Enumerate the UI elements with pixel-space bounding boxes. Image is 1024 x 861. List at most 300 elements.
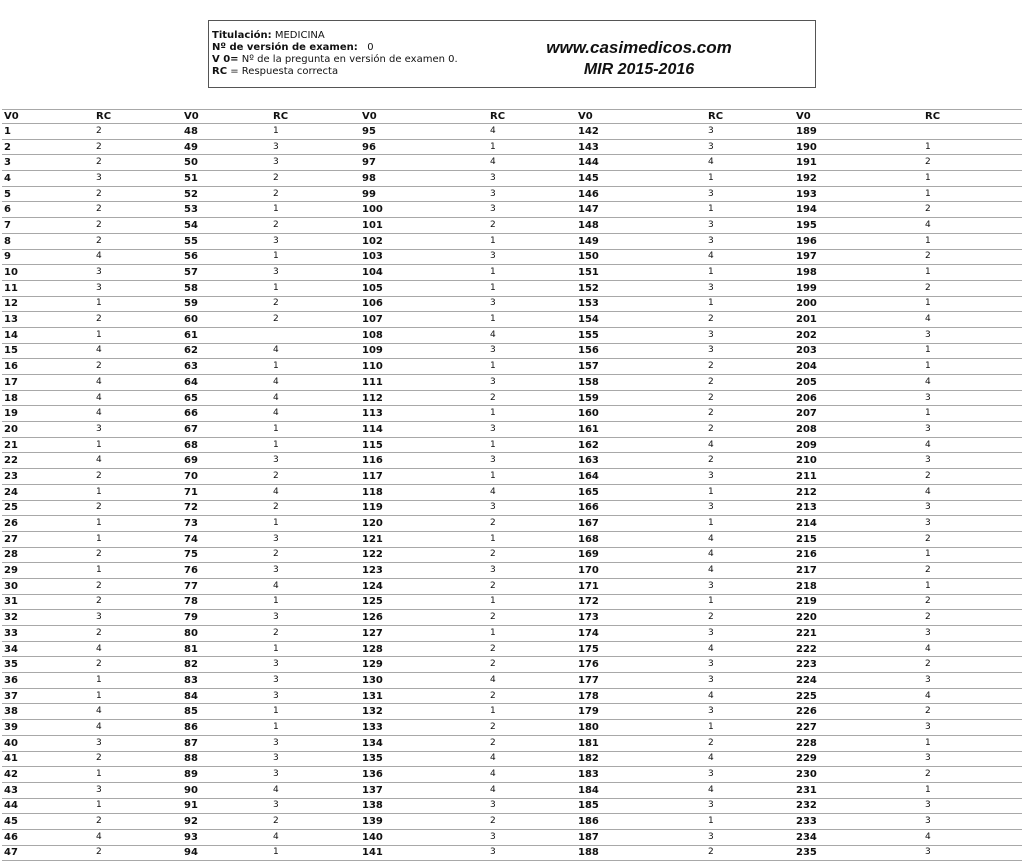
correct-answer-cell: 4 — [923, 688, 1022, 704]
exam-legend — [212, 30, 458, 78]
correct-answer-cell: 4 — [488, 124, 576, 140]
correct-answer-cell: 3 — [923, 516, 1022, 532]
column-header-v0: V0 — [360, 110, 488, 124]
table-row — [2, 751, 1022, 767]
question-number-cell: 185 — [576, 798, 706, 814]
table-row — [2, 296, 1022, 312]
correct-answer-cell: 3 — [488, 563, 576, 579]
table-row — [2, 845, 1022, 861]
question-number-cell: 181 — [576, 735, 706, 751]
correct-answer-cell: 3 — [706, 139, 794, 155]
correct-answer-cell: 2 — [488, 688, 576, 704]
question-number-cell: 35 — [2, 657, 94, 673]
correct-answer-cell: 2 — [94, 124, 182, 140]
question-number-cell: 140 — [360, 829, 488, 845]
table-row — [2, 782, 1022, 798]
titulacion-label: Titulación: — [212, 30, 272, 41]
question-number-cell: 170 — [576, 563, 706, 579]
correct-answer-cell: 3 — [488, 845, 576, 861]
correct-answer-cell: 2 — [706, 610, 794, 626]
question-number-cell: 136 — [360, 767, 488, 783]
table-row — [2, 829, 1022, 845]
correct-answer-cell: 2 — [94, 751, 182, 767]
question-number-cell: 106 — [360, 296, 488, 312]
correct-answer-cell: 2 — [94, 845, 182, 861]
table-row — [2, 704, 1022, 720]
question-number-cell: 228 — [794, 735, 923, 751]
question-number-cell: 225 — [794, 688, 923, 704]
question-number-cell: 66 — [182, 406, 271, 422]
correct-answer-cell: 3 — [923, 751, 1022, 767]
question-number-cell: 65 — [182, 390, 271, 406]
correct-answer-cell: 3 — [923, 500, 1022, 516]
question-number-cell: 2 — [2, 139, 94, 155]
question-number-cell: 125 — [360, 594, 488, 610]
correct-answer-cell: 1 — [923, 359, 1022, 375]
correct-answer-cell: 4 — [706, 155, 794, 171]
table-row — [2, 531, 1022, 547]
correct-answer-cell: 1 — [94, 798, 182, 814]
question-number-cell: 207 — [794, 406, 923, 422]
question-number-cell: 93 — [182, 829, 271, 845]
question-number-cell: 22 — [2, 453, 94, 469]
question-number-cell: 83 — [182, 673, 271, 689]
question-number-cell: 144 — [576, 155, 706, 171]
correct-answer-cell: 4 — [488, 327, 576, 343]
correct-answer-cell: 2 — [94, 155, 182, 171]
question-number-cell: 198 — [794, 265, 923, 281]
correct-answer-cell: 2 — [271, 218, 360, 234]
correct-answer-cell: 3 — [271, 155, 360, 171]
correct-answer-cell: 2 — [94, 186, 182, 202]
correct-answer-cell: 3 — [923, 390, 1022, 406]
correct-answer-cell: 3 — [94, 735, 182, 751]
question-number-cell: 96 — [360, 139, 488, 155]
correct-answer-cell: 2 — [923, 563, 1022, 579]
correct-answer-cell: 1 — [706, 814, 794, 830]
question-number-cell: 220 — [794, 610, 923, 626]
column-header-rc: RC — [94, 110, 182, 124]
question-number-cell: 54 — [182, 218, 271, 234]
correct-answer-cell — [923, 124, 1022, 140]
correct-answer-cell: 1 — [923, 296, 1022, 312]
question-number-cell: 49 — [182, 139, 271, 155]
table-row — [2, 139, 1022, 155]
table-row — [2, 641, 1022, 657]
correct-answer-cell: 1 — [488, 312, 576, 328]
question-number-cell: 92 — [182, 814, 271, 830]
question-number-cell: 163 — [576, 453, 706, 469]
correct-answer-cell: 1 — [94, 327, 182, 343]
correct-answer-cell: 4 — [271, 829, 360, 845]
question-number-cell: 194 — [794, 202, 923, 218]
question-number-cell: 80 — [182, 626, 271, 642]
column-header-v0: V0 — [794, 110, 923, 124]
correct-answer-cell: 1 — [271, 720, 360, 736]
correct-answer-cell: 2 — [94, 233, 182, 249]
question-number-cell: 118 — [360, 484, 488, 500]
table-row — [2, 453, 1022, 469]
correct-answer-cell: 3 — [271, 453, 360, 469]
question-number-cell: 111 — [360, 375, 488, 391]
column-header-rc: RC — [271, 110, 360, 124]
correct-answer-cell: 4 — [706, 249, 794, 265]
correct-answer-cell: 2 — [923, 155, 1022, 171]
correct-answer-cell: 2 — [94, 626, 182, 642]
correct-answer-cell: 1 — [271, 641, 360, 657]
question-number-cell: 21 — [2, 437, 94, 453]
correct-answer-cell: 1 — [488, 406, 576, 422]
question-number-cell: 199 — [794, 280, 923, 296]
correct-answer-cell: 1 — [271, 516, 360, 532]
table-row — [2, 500, 1022, 516]
correct-answer-cell: 3 — [94, 610, 182, 626]
question-number-cell: 26 — [2, 516, 94, 532]
question-number-cell: 39 — [2, 720, 94, 736]
column-header-v0: V0 — [576, 110, 706, 124]
correct-answer-cell: 2 — [271, 171, 360, 187]
question-number-cell: 56 — [182, 249, 271, 265]
version-label: Nº de versión de examen: — [212, 42, 358, 53]
question-number-cell: 104 — [360, 265, 488, 281]
table-row — [2, 155, 1022, 171]
correct-answer-cell: 2 — [488, 720, 576, 736]
correct-answer-cell: 2 — [923, 202, 1022, 218]
question-number-cell: 17 — [2, 375, 94, 391]
correct-answer-cell: 2 — [94, 139, 182, 155]
question-number-cell: 227 — [794, 720, 923, 736]
correct-answer-cell: 3 — [706, 829, 794, 845]
table-row — [2, 312, 1022, 328]
correct-answer-cell: 2 — [488, 641, 576, 657]
correct-answer-cell: 3 — [271, 610, 360, 626]
correct-answer-cell: 2 — [706, 422, 794, 438]
correct-answer-cell: 4 — [271, 406, 360, 422]
question-number-cell: 158 — [576, 375, 706, 391]
question-number-cell: 133 — [360, 720, 488, 736]
correct-answer-cell: 4 — [706, 437, 794, 453]
correct-answer-cell: 3 — [271, 798, 360, 814]
question-number-cell: 28 — [2, 547, 94, 563]
question-number-cell: 134 — [360, 735, 488, 751]
question-number-cell: 102 — [360, 233, 488, 249]
correct-answer-cell: 1 — [923, 782, 1022, 798]
question-number-cell: 15 — [2, 343, 94, 359]
question-number-cell: 79 — [182, 610, 271, 626]
question-number-cell: 88 — [182, 751, 271, 767]
question-number-cell: 43 — [2, 782, 94, 798]
question-number-cell: 58 — [182, 280, 271, 296]
correct-answer-cell: 3 — [271, 139, 360, 155]
question-number-cell: 171 — [576, 578, 706, 594]
question-number-cell: 204 — [794, 359, 923, 375]
correct-answer-cell: 1 — [94, 516, 182, 532]
correct-answer-cell: 3 — [923, 626, 1022, 642]
question-number-cell: 173 — [576, 610, 706, 626]
correct-answer-cell: 3 — [923, 422, 1022, 438]
question-number-cell: 229 — [794, 751, 923, 767]
question-number-cell: 44 — [2, 798, 94, 814]
question-number-cell: 206 — [794, 390, 923, 406]
question-number-cell: 202 — [794, 327, 923, 343]
correct-answer-cell: 1 — [488, 594, 576, 610]
correct-answer-cell: 2 — [706, 735, 794, 751]
correct-answer-cell: 1 — [271, 359, 360, 375]
correct-answer-cell: 1 — [94, 563, 182, 579]
question-number-cell: 179 — [576, 704, 706, 720]
question-number-cell: 223 — [794, 657, 923, 673]
correct-answer-cell: 3 — [706, 657, 794, 673]
question-number-cell: 115 — [360, 437, 488, 453]
correct-answer-cell: 1 — [923, 233, 1022, 249]
correct-answer-cell: 2 — [923, 531, 1022, 547]
correct-answer-cell: 2 — [271, 626, 360, 642]
correct-answer-cell: 4 — [706, 641, 794, 657]
table-row — [2, 767, 1022, 783]
correct-answer-cell: 1 — [94, 531, 182, 547]
question-number-cell: 213 — [794, 500, 923, 516]
question-number-cell: 10 — [2, 265, 94, 281]
question-number-cell: 226 — [794, 704, 923, 720]
question-number-cell: 186 — [576, 814, 706, 830]
table-row — [2, 484, 1022, 500]
correct-answer-cell: 3 — [706, 343, 794, 359]
correct-answer-cell: 3 — [706, 218, 794, 234]
table-row — [2, 375, 1022, 391]
correct-answer-cell: 2 — [271, 814, 360, 830]
correct-answer-cell: 1 — [706, 516, 794, 532]
question-number-cell: 4 — [2, 171, 94, 187]
question-number-cell: 55 — [182, 233, 271, 249]
question-number-cell: 78 — [182, 594, 271, 610]
correct-answer-cell: 1 — [271, 845, 360, 861]
correct-answer-cell: 1 — [94, 767, 182, 783]
question-number-cell: 25 — [2, 500, 94, 516]
question-number-cell: 132 — [360, 704, 488, 720]
correct-answer-cell: 3 — [706, 704, 794, 720]
table-row — [2, 171, 1022, 187]
question-number-cell: 221 — [794, 626, 923, 642]
correct-answer-cell: 4 — [706, 531, 794, 547]
table-row — [2, 610, 1022, 626]
correct-answer-cell: 3 — [488, 186, 576, 202]
question-number-cell: 174 — [576, 626, 706, 642]
question-number-cell: 32 — [2, 610, 94, 626]
question-number-cell: 40 — [2, 735, 94, 751]
correct-answer-cell: 1 — [923, 735, 1022, 751]
correct-answer-cell: 3 — [706, 469, 794, 485]
correct-answer-cell: 3 — [923, 673, 1022, 689]
correct-answer-cell: 1 — [706, 720, 794, 736]
table-row — [2, 280, 1022, 296]
correct-answer-cell: 4 — [923, 437, 1022, 453]
question-number-cell: 87 — [182, 735, 271, 751]
question-number-cell: 166 — [576, 500, 706, 516]
question-number-cell: 233 — [794, 814, 923, 830]
question-number-cell: 105 — [360, 280, 488, 296]
question-number-cell: 195 — [794, 218, 923, 234]
table-row — [2, 406, 1022, 422]
correct-answer-cell: 1 — [706, 296, 794, 312]
correct-answer-cell: 1 — [271, 422, 360, 438]
question-number-cell: 99 — [360, 186, 488, 202]
question-number-cell: 48 — [182, 124, 271, 140]
question-number-cell: 30 — [2, 578, 94, 594]
correct-answer-cell: 2 — [94, 312, 182, 328]
correct-answer-cell: 2 — [271, 547, 360, 563]
correct-answer-cell: 2 — [488, 735, 576, 751]
table-row — [2, 720, 1022, 736]
correct-answer-cell: 1 — [271, 594, 360, 610]
question-number-cell: 46 — [2, 829, 94, 845]
question-number-cell: 86 — [182, 720, 271, 736]
correct-answer-cell: 4 — [706, 751, 794, 767]
question-number-cell: 126 — [360, 610, 488, 626]
question-number-cell: 201 — [794, 312, 923, 328]
question-number-cell: 81 — [182, 641, 271, 657]
version-value: 0 — [367, 42, 374, 53]
correct-answer-cell: 1 — [94, 296, 182, 312]
question-number-cell: 187 — [576, 829, 706, 845]
correct-answer-cell: 1 — [94, 688, 182, 704]
correct-answer-cell: 4 — [706, 782, 794, 798]
correct-answer-cell: 3 — [271, 767, 360, 783]
table-row — [2, 594, 1022, 610]
question-number-cell: 68 — [182, 437, 271, 453]
question-number-cell: 63 — [182, 359, 271, 375]
correct-answer-cell: 4 — [706, 688, 794, 704]
question-number-cell: 27 — [2, 531, 94, 547]
table-row — [2, 626, 1022, 642]
question-number-cell: 119 — [360, 500, 488, 516]
question-number-cell: 193 — [794, 186, 923, 202]
correct-answer-cell: 4 — [94, 829, 182, 845]
correct-answer-cell: 3 — [706, 124, 794, 140]
question-number-cell: 196 — [794, 233, 923, 249]
exam-header-box — [208, 20, 816, 88]
correct-answer-cell: 4 — [94, 343, 182, 359]
correct-answer-cell: 3 — [488, 829, 576, 845]
correct-answer-cell: 2 — [923, 469, 1022, 485]
correct-answer-cell: 3 — [488, 171, 576, 187]
correct-answer-cell: 2 — [488, 657, 576, 673]
question-number-cell: 107 — [360, 312, 488, 328]
correct-answer-cell: 1 — [271, 280, 360, 296]
correct-answer-cell: 3 — [271, 531, 360, 547]
correct-answer-cell: 3 — [488, 375, 576, 391]
question-number-cell: 120 — [360, 516, 488, 532]
question-number-cell: 154 — [576, 312, 706, 328]
question-number-cell: 113 — [360, 406, 488, 422]
question-number-cell: 77 — [182, 578, 271, 594]
question-number-cell: 219 — [794, 594, 923, 610]
question-number-cell: 70 — [182, 469, 271, 485]
question-number-cell: 165 — [576, 484, 706, 500]
correct-answer-cell: 2 — [923, 249, 1022, 265]
table-row — [2, 422, 1022, 438]
correct-answer-cell: 1 — [488, 359, 576, 375]
question-number-cell: 37 — [2, 688, 94, 704]
correct-answer-cell: 2 — [488, 578, 576, 594]
question-number-cell: 74 — [182, 531, 271, 547]
question-number-cell: 98 — [360, 171, 488, 187]
question-number-cell: 205 — [794, 375, 923, 391]
correct-answer-cell: 2 — [923, 767, 1022, 783]
correct-answer-cell: 4 — [94, 720, 182, 736]
correct-answer-cell: 3 — [271, 233, 360, 249]
question-number-cell: 76 — [182, 563, 271, 579]
question-number-cell: 116 — [360, 453, 488, 469]
question-number-cell: 29 — [2, 563, 94, 579]
question-number-cell: 41 — [2, 751, 94, 767]
correct-answer-cell: 3 — [706, 500, 794, 516]
question-number-cell: 192 — [794, 171, 923, 187]
correct-answer-cell: 1 — [488, 626, 576, 642]
correct-answer-cell: 1 — [923, 265, 1022, 281]
question-number-cell: 137 — [360, 782, 488, 798]
question-number-cell: 191 — [794, 155, 923, 171]
question-number-cell: 42 — [2, 767, 94, 783]
question-number-cell: 5 — [2, 186, 94, 202]
question-number-cell: 172 — [576, 594, 706, 610]
question-number-cell: 167 — [576, 516, 706, 532]
table-row — [2, 186, 1022, 202]
correct-answer-cell: 1 — [488, 280, 576, 296]
question-number-cell: 189 — [794, 124, 923, 140]
question-number-cell: 14 — [2, 327, 94, 343]
question-number-cell: 73 — [182, 516, 271, 532]
question-number-cell: 232 — [794, 798, 923, 814]
correct-answer-cell: 2 — [271, 469, 360, 485]
question-number-cell: 139 — [360, 814, 488, 830]
question-number-cell: 72 — [182, 500, 271, 516]
correct-answer-cell: 2 — [706, 406, 794, 422]
correct-answer-cell: 2 — [706, 390, 794, 406]
question-number-cell: 230 — [794, 767, 923, 783]
question-number-cell: 143 — [576, 139, 706, 155]
question-number-cell: 85 — [182, 704, 271, 720]
correct-answer-cell: 4 — [94, 406, 182, 422]
question-number-cell: 153 — [576, 296, 706, 312]
question-number-cell: 13 — [2, 312, 94, 328]
question-number-cell: 222 — [794, 641, 923, 657]
correct-answer-cell: 2 — [488, 218, 576, 234]
correct-answer-cell: 1 — [271, 249, 360, 265]
correct-answer-cell: 1 — [923, 578, 1022, 594]
question-number-cell: 84 — [182, 688, 271, 704]
question-number-cell: 34 — [2, 641, 94, 657]
correct-answer-cell: 2 — [706, 845, 794, 861]
table-row — [2, 688, 1022, 704]
correct-answer-cell: 2 — [94, 578, 182, 594]
correct-answer-cell: 1 — [923, 343, 1022, 359]
correct-answer-cell: 3 — [271, 688, 360, 704]
correct-answer-cell: 3 — [706, 280, 794, 296]
table-row — [2, 563, 1022, 579]
correct-answer-cell: 3 — [271, 751, 360, 767]
correct-answer-cell: 3 — [271, 265, 360, 281]
correct-answer-cell: 3 — [488, 500, 576, 516]
correct-answer-cell: 2 — [94, 359, 182, 375]
titulacion-line — [212, 30, 458, 42]
correct-answer-cell: 2 — [94, 469, 182, 485]
question-number-cell: 178 — [576, 688, 706, 704]
question-number-cell: 51 — [182, 171, 271, 187]
question-number-cell: 211 — [794, 469, 923, 485]
v0-legend-line — [212, 54, 458, 66]
correct-answer-cell: 4 — [923, 484, 1022, 500]
correct-answer-cell: 2 — [94, 202, 182, 218]
